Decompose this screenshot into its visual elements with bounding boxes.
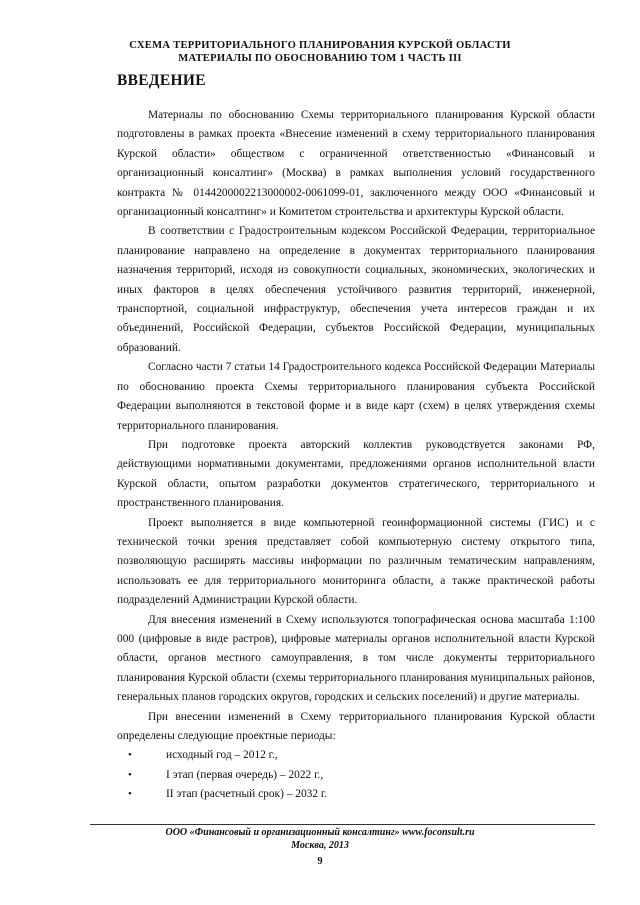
list-item-text: I этап (первая очередь) – 2022 г., [166, 768, 324, 781]
paragraph: Материалы по обоснованию Схемы территориального планирования Курской области подготовлены в рамках проекта «Внесение изменений в схему территориального планирования Курской области» обществом с ограниченной ответственностью «Финансовый и организационный консалтинг» (Москва) в рамках выполнения условий государственного контракта № 0144200002213000002-0061099-01, заключенного между ООО «Финансовый и организационный консалтинг» и Комитетом строительства и архитектуры Курской области. [117, 109, 595, 219]
paragraph: В соответствии с Градостроительным кодексом Российской Федерации, территориальное планирование направлено на определение в документах территориального планирования назначения территорий, исходя из совокупности социальных, экономических, экологических и иных факторов в целях обеспечения устойчивого развития территорий, инженерной, транспортной, социальной инфраструктур, обеспечения учета интересов граждан и их объединений, Российской Федерации, субъектов Российской Федерации, муниципальных образований. [117, 225, 595, 354]
bullet-icon: • [128, 788, 132, 801]
list-item [117, 766, 595, 785]
paragraph: Для внесения изменений в Схему используются топографическая основа масштаба 1:100 000 (цифровые в виде растров), цифровые материалы органов исполнительной власти Курской области, органов местного самоуправления, в том числе документы территориального планирования Курской области (схемы территориального планирования муниципальных районов, генеральных планов городских округов, городских и сельских поселений) и другие материалы. [117, 613, 595, 704]
list-item [117, 746, 595, 765]
list-item [117, 785, 595, 804]
running-footer [0, 826, 640, 852]
paragraph: Согласно части 7 статьи 14 Градостроительного кодекса Российской Федерации Материалы по обоснованию проекта Схемы территориального планирования субъекта Российской Федерации выполняются в текстовой форме и в виде карт (схем) в целях утверждения схемы территориального планирования. [117, 361, 595, 432]
paragraph: Проект выполняется в виде компьютерной геоинформационной системы (ГИС) и с технической точки зрения представляет собой компьютерную систему открытого типа, позволяющую расширять массивы информации по различным тематическим направлениям, использовать ее для территориального мониторинга области, а также практической работы подразделений Администрации Курской области. [117, 516, 595, 607]
footer-divider [90, 824, 595, 825]
list-item-text: II этап (расчетный срок) – 2032 г. [166, 788, 328, 801]
bullet-icon: • [128, 768, 132, 781]
header-document-title: СХЕМА ТЕРРИТОРИАЛЬНОГО ПЛАНИРОВАНИЯ КУРСКОЙ ОБЛАСТИ [129, 40, 511, 51]
paragraph: При внесении изменений в Схему территориального планирования Курской области определены следующие проектные периоды: [117, 710, 595, 742]
header-volume-title: МАТЕРИАЛЫ ПО ОБОСНОВАНИЮ ТОМ 1 ЧАСТЬ III [178, 53, 462, 64]
bullet-icon: • [128, 749, 132, 762]
body-text [117, 106, 595, 805]
page-number: 9 [317, 856, 323, 867]
list-item-text: исходный год – 2012 г., [166, 749, 278, 762]
section-title: ВВЕДЕНИЕ [117, 72, 206, 89]
paragraph: При подготовке проекта авторский коллектив руководствуется законами РФ, действующими нормативными документами, предложениями органов исполнительной власти Курской области, опытом разработки документов стратегического, территориального и пространственного планирования. [117, 438, 595, 510]
running-header [0, 39, 640, 65]
project-periods-list [117, 746, 595, 804]
footer-company: ООО «Финансовый и организационный консалтинг» www.foconsult.ru [165, 827, 475, 838]
footer-place-year: Москва, 2013 [291, 840, 349, 851]
